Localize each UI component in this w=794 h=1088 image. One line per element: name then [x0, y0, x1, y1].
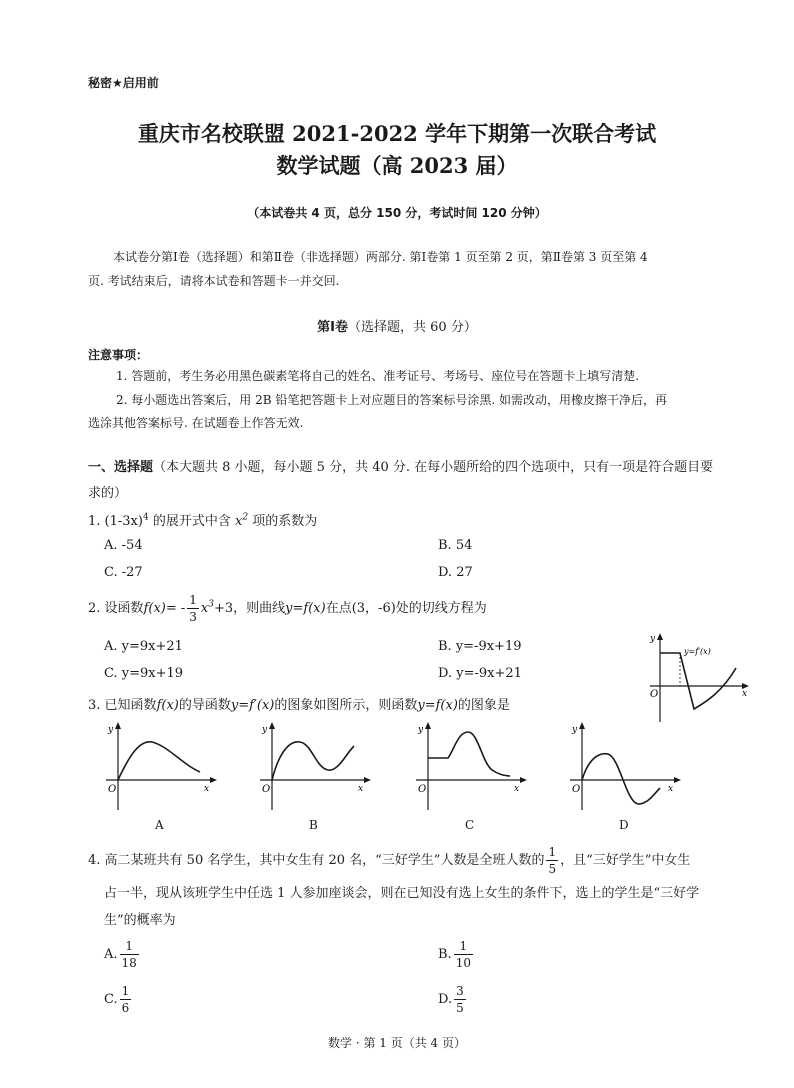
q2-curve: y=f(x) — [285, 601, 326, 616]
q3-text-pre: 已知函数 — [104, 698, 157, 713]
q4-line1 — [88, 846, 690, 875]
q3-graph-c-curve — [428, 732, 510, 776]
q4-line3: 生”的概率为 — [104, 913, 176, 928]
q2-option-b[interactable]: B. y=-9x+19 — [438, 639, 522, 654]
q3-label-a: A — [155, 818, 164, 832]
exam-title-line2: 数学试题（高 2023 届） — [276, 153, 518, 178]
q3-deriv-y-arrow — [657, 633, 663, 640]
q3-graph-c-x-label: x — [514, 784, 520, 794]
q2-option-c[interactable]: C. y=9x+19 — [104, 666, 184, 681]
q3-label-d: D — [619, 818, 629, 832]
q1-option-c[interactable]: C. -27 — [104, 565, 143, 580]
q3-deriv: y=f′(x) — [230, 698, 275, 713]
q3-graph-b[interactable] — [250, 718, 374, 812]
q3-graph-c[interactable] — [406, 718, 530, 812]
q3-graph-a-origin: O — [108, 784, 117, 795]
q3-graph-d-curve — [582, 754, 660, 804]
q3-label-c: C — [465, 818, 475, 832]
q3-graph-b-x-label: x — [358, 784, 364, 794]
q2-option-a[interactable]: A. y=9x+21 — [104, 639, 183, 654]
part1-title-main: 第Ⅰ卷 — [317, 320, 349, 335]
q4-fraction: $\frac{1}{5}$ — [548, 845, 557, 876]
q2-option-d[interactable]: D. y=-9x+21 — [438, 666, 522, 681]
q1-text-mid: 的展开式中含 — [152, 514, 231, 529]
note-1: 1. 答题前，考生务必用黑色碳素笔将自己的姓名、准考证号、考场号、座位号在答题卡上填写清楚. — [116, 369, 640, 383]
q3-derivative-graph — [636, 630, 752, 724]
q4-option-c[interactable] — [104, 985, 133, 1014]
q4-line1-pre: 高二某班共有 50 名学生，其中女生有 20 名，“三好学生”人数是全班人数的 — [104, 853, 545, 868]
q2-fraction: $\frac{1}{3}$ — [189, 593, 197, 624]
part1-title — [0, 316, 794, 335]
q3-graph-d-y-label: y — [572, 725, 578, 735]
q3-deriv-label: y=f′(x) — [684, 647, 711, 656]
q2-eq: = - — [165, 601, 186, 616]
notes-heading: 注意事项： — [88, 348, 149, 362]
q1-var: $x^2$ — [235, 512, 249, 529]
q3-graph-b-curve — [272, 742, 354, 780]
q3-deriv-origin: O — [650, 689, 659, 700]
q1-option-a[interactable]: A. -54 — [104, 538, 143, 553]
q3-text-mid2: 的图象如图所示，则函数 — [274, 698, 418, 713]
q4-option-b[interactable] — [438, 940, 475, 969]
q3-fx: f(x) — [156, 698, 179, 713]
q1-expr: $(1-3x)^4$ — [104, 512, 149, 529]
q2-text-pre: 设函数 — [104, 601, 144, 616]
intro-line1: 本试卷分第Ⅰ卷（选择题）和第Ⅱ卷（非选择题）两部分. 第Ⅰ卷第 1 页至第 2 页，第Ⅱ卷第 3 页至第 4 — [113, 250, 648, 264]
q4-option-b-label: B. — [438, 947, 452, 962]
q1-option-b[interactable]: B. 54 — [438, 538, 473, 553]
q4-option-c-label: C. — [104, 992, 118, 1007]
note-2-line2: 选涂其他答案标号. 在试题卷上作答无效. — [88, 416, 304, 430]
q2-expr-plus: +3，则曲线 — [214, 601, 286, 616]
q1-option-d[interactable]: D. 27 — [438, 565, 473, 580]
q3-deriv-curve — [660, 653, 736, 709]
q3-graph-d[interactable] — [560, 718, 684, 812]
q2-number: 2. — [88, 601, 101, 616]
q3-graph-a-x-label: x — [204, 784, 210, 794]
note-2-line1: 2. 每小题选出答案后，用 2B 铅笔把答题卡上对应题目的答案标号涂黑. 如需改动，用橡皮擦干净后，再 — [116, 393, 667, 407]
q3-deriv-y-label: y — [650, 634, 656, 644]
q4-option-c-fraction: $\frac{1}{6}$ — [121, 984, 130, 1015]
q3-graph-c-y-label: y — [418, 725, 424, 735]
intro-line2: 页. 考试结束后，请将本试卷和答题卡一并交回. — [88, 274, 340, 288]
q3-graph-a-curve — [118, 742, 200, 780]
secret-label: 秘密★启用前 — [88, 76, 159, 90]
q1-number: 1. — [88, 514, 101, 529]
part1-title-sub: （选择题，共 60 分） — [348, 320, 477, 335]
q3-text-end: 的图象是 — [457, 698, 510, 713]
q3-graph-b-origin: O — [262, 784, 271, 795]
q2-text-end: 在点(3，-6)处的切线方程为 — [325, 601, 487, 616]
q3-graph-b-y-label: y — [262, 725, 268, 735]
q2-fx: f(x) — [143, 601, 166, 616]
q3-graph-c-origin: O — [418, 784, 427, 795]
q3-text-mid: 的导函数 — [178, 698, 231, 713]
section1-desc-line1 — [88, 456, 713, 475]
question-3 — [88, 694, 510, 713]
q4-line2: 占一半，现从该班学生中任选 1 人参加座谈会，则在已知没有选上女生的条件下，选上的学生是“三好学 — [104, 886, 700, 901]
q3-curve: y=f(x) — [417, 698, 458, 713]
q4-option-a[interactable] — [104, 940, 141, 969]
q1-text-end: 项的系数为 — [252, 514, 318, 529]
q4-line1-post: ，且“三好学生”中女生 — [560, 853, 691, 868]
q3-graph-d-origin: O — [572, 784, 581, 795]
q4-option-a-label: A. — [104, 947, 118, 962]
q3-graph-a-y-label: y — [108, 725, 114, 735]
q4-option-b-fraction: $\frac{1}{10}$ — [455, 939, 471, 970]
question-1 — [88, 510, 317, 529]
question-2 — [88, 594, 487, 623]
q4-number: 4. — [88, 853, 101, 868]
section1-heading: 一、选择题 — [88, 460, 154, 475]
q4-option-a-fraction: $\frac{1}{18}$ — [121, 939, 137, 970]
section1-desc: （本大题共 8 小题，每小题 5 分，共 40 分. 在每小题所给的四个选项中，只有一项是符合题目要 — [153, 460, 714, 475]
q3-graph-d-x-label: x — [668, 784, 674, 794]
q4-option-d-fraction: $\frac{3}{5}$ — [456, 984, 464, 1015]
q2-expr-x: $x^3$ — [200, 599, 214, 616]
page-footer: 数学 · 第 1 页（共 4 页） — [328, 1036, 466, 1050]
q4-option-d[interactable] — [438, 985, 468, 1014]
q3-deriv-x-label: x — [742, 689, 748, 699]
exam-title-line1: 重庆市名校联盟 2021-2022 学年下期第一次联合考试 — [137, 121, 657, 146]
exam-subtitle: （本试卷共 4 页，总分 150 分，考试时间 120 分钟） — [247, 206, 547, 220]
q4-option-d-label: D. — [438, 992, 453, 1007]
section1-desc-line2: 求的） — [88, 486, 128, 501]
q3-graph-a[interactable] — [96, 718, 220, 812]
q3-label-b: B — [309, 818, 318, 832]
q3-number: 3. — [88, 698, 101, 713]
